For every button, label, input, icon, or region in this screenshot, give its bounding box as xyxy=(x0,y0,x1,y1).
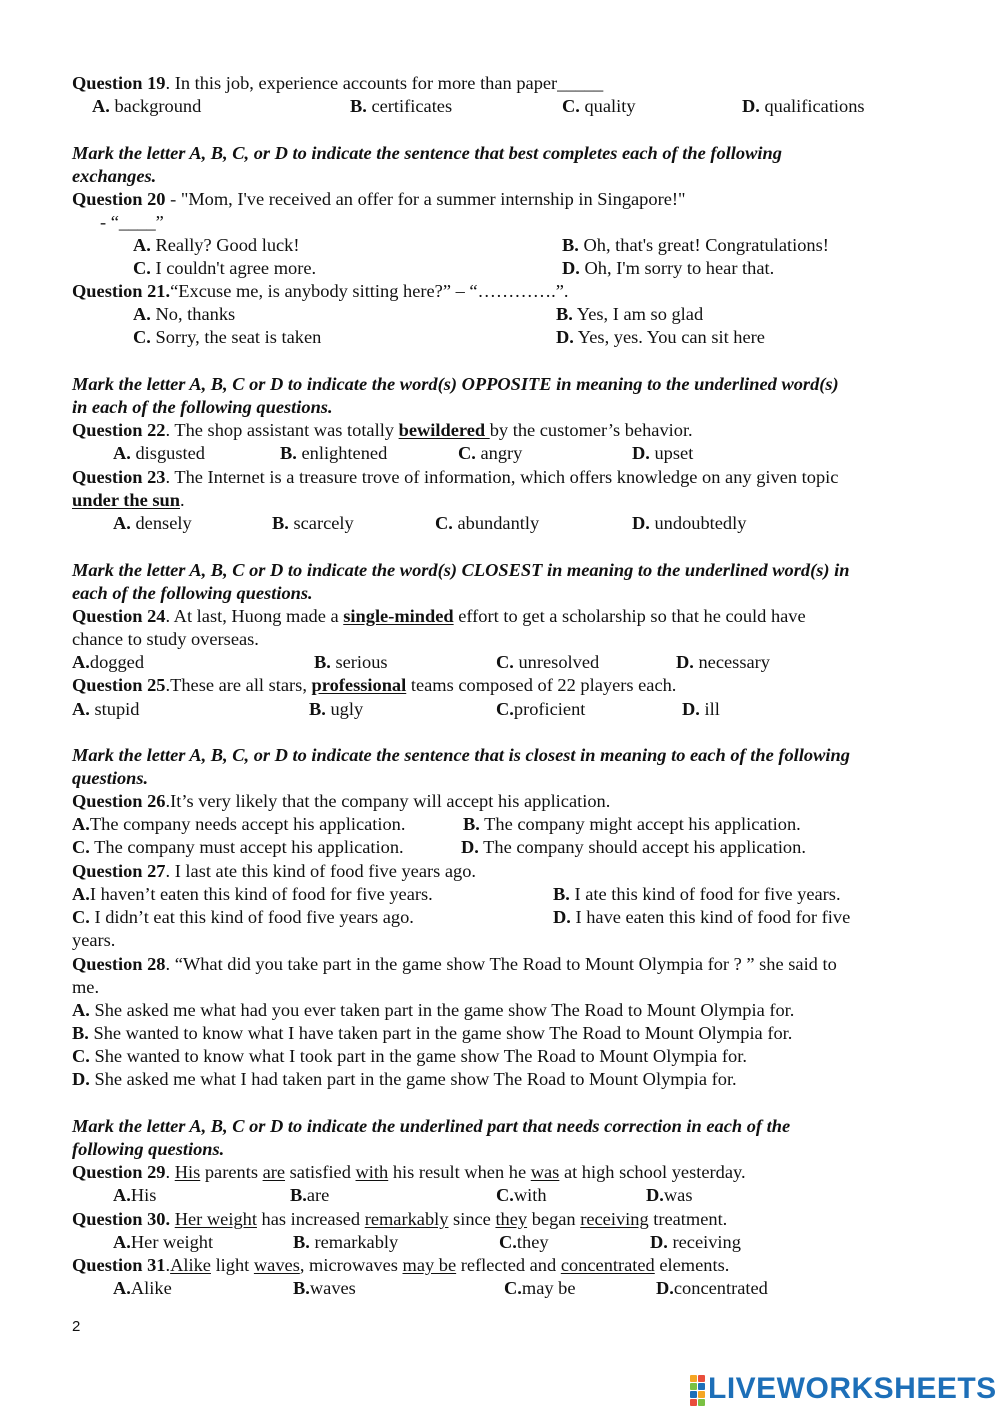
question-22-stem: Question 22. The shop assistant was totally bewildered by the customer’s behavior. xyxy=(72,420,693,440)
underlined-word: professional xyxy=(311,675,407,695)
question-23-stem: Question 23. The Internet is a treasure trove of information, which offers knowledge on any given topic xyxy=(72,467,839,487)
q26-option-a[interactable]: A.The company needs accept his application. xyxy=(72,814,406,834)
q20-option-b[interactable]: B. Oh, that's great! Congratulations! xyxy=(562,235,829,255)
underlined-part: waves xyxy=(253,1255,300,1275)
section-instruction-opposite: Mark the letter A, B, C or D to indicate the word(s) OPPOSITE in meaning to the underlined word(s) xyxy=(72,374,839,394)
q30-option-b[interactable]: B. remarkably xyxy=(293,1232,399,1252)
q28-option-d[interactable]: D. She asked me what I had taken part in the game show The Road to Mount Olympia for. xyxy=(72,1069,737,1089)
underlined-part: Her weight xyxy=(174,1209,257,1229)
q27-option-b[interactable]: B. I ate this kind of food for five years. xyxy=(553,884,841,904)
logo-text: LIVEWORKSHEETS xyxy=(708,1372,997,1405)
question-21-stem: Question 21.“Excuse me, is anybody sitting here?” – “………….”. xyxy=(72,281,569,301)
question-19-stem: Question 19. In this job, experience accounts for more than paper_____ xyxy=(72,73,604,93)
question-29-stem: Question 29. His parents are satisfied with his result when he was at high school yesterday. xyxy=(72,1162,746,1182)
q23-option-c[interactable]: C. abundantly xyxy=(435,513,540,533)
q20-option-d[interactable]: D. Oh, I'm sorry to hear that. xyxy=(562,258,775,278)
q20-option-c[interactable]: C. I couldn't agree more. xyxy=(133,258,317,278)
underlined-part: they xyxy=(495,1209,528,1229)
question-25-stem: Question 25.These are all stars, professional teams composed of 22 players each. xyxy=(72,675,677,695)
q27-option-d-cont: years. xyxy=(72,930,116,950)
q21-option-c[interactable]: C. Sorry, the seat is taken xyxy=(133,327,322,347)
q28-option-b[interactable]: B. She wanted to know what I have taken part in the game show The Road to Mount Olympia for. xyxy=(72,1023,793,1043)
q27-option-c[interactable]: C. I didn’t eat this kind of food five years ago. xyxy=(72,907,414,927)
q22-option-b[interactable]: B. enlightened xyxy=(280,443,388,463)
underlined-part: concentrated xyxy=(560,1255,655,1275)
underlined-word: under the sun xyxy=(72,490,180,510)
underlined-part: remarkably xyxy=(364,1209,449,1229)
q19-option-c[interactable]: C. quality xyxy=(562,96,636,116)
underlined-word: single-minded xyxy=(343,606,454,626)
q28-option-a[interactable]: A. She asked me what had you ever taken part in the game show The Road to Mount Olympia for. xyxy=(72,1000,795,1020)
q25-option-d[interactable]: D. ill xyxy=(682,699,720,719)
q22-option-a[interactable]: A. disgusted xyxy=(113,443,205,463)
q23-option-a[interactable]: A. densely xyxy=(113,513,192,533)
q26-option-b[interactable]: B. The company might accept his application. xyxy=(463,814,801,834)
liveworksheets-logo-icon xyxy=(690,1375,704,1403)
q26-option-d[interactable]: D. The company should accept his application. xyxy=(461,837,806,857)
q27-option-a[interactable]: A.I haven’t eaten this kind of food for five years. xyxy=(72,884,433,904)
section-instruction-sentence: Mark the letter A, B, C, or D to indicate the sentence that is closest in meaning to each of the following xyxy=(72,745,850,765)
q21-option-d[interactable]: D. Yes, yes. You can sit here xyxy=(556,327,765,347)
liveworksheets-logo[interactable] xyxy=(690,1374,997,1404)
question-28-stem: Question 28. “What did you take part in the game show The Road to Mount Olympia for ? ” she said to xyxy=(72,954,837,974)
question-27-stem: Question 27. I last ate this kind of food five years ago. xyxy=(72,861,477,881)
question-20-reply: - “____” xyxy=(100,212,164,232)
question-30-stem: Question 30. Her weight has increased remarkably since they began receiving treatment. xyxy=(72,1209,728,1229)
q24-option-a[interactable]: A.dogged xyxy=(72,652,145,672)
underlined-part: receiving xyxy=(580,1209,649,1229)
q22-option-c[interactable]: C. angry xyxy=(458,443,523,463)
underlined-word: bewildered xyxy=(398,420,490,440)
q25-option-b[interactable]: B. ugly xyxy=(309,699,364,719)
q23-option-d[interactable]: D. undoubtedly xyxy=(632,513,747,533)
q31-option-b[interactable]: B.waves xyxy=(293,1278,356,1298)
q26-option-c[interactable]: C. The company must accept his application. xyxy=(72,837,404,857)
section-instruction-sentence-cont: questions. xyxy=(72,768,149,788)
question-24-stem-cont: chance to study overseas. xyxy=(72,629,259,649)
section-instruction-closest-cont: each of the following questions. xyxy=(72,583,313,603)
q31-option-a[interactable]: A.Alike xyxy=(113,1278,172,1298)
q24-option-b[interactable]: B. serious xyxy=(314,652,388,672)
q30-option-a[interactable]: A.Her weight xyxy=(113,1232,214,1252)
underlined-part: was xyxy=(530,1162,560,1182)
underlined-part: with xyxy=(355,1162,389,1182)
q21-option-b[interactable]: B. Yes, I am so glad xyxy=(556,304,704,324)
question-31-stem: Question 31.Alike light waves, microwaves may be reflected and concentrated elements. xyxy=(72,1255,730,1275)
q29-option-b[interactable]: B.are xyxy=(290,1185,330,1205)
underlined-part: His xyxy=(174,1162,201,1182)
q20-option-a[interactable]: A. Really? Good luck! xyxy=(133,235,300,255)
q29-option-a[interactable]: A.His xyxy=(113,1185,157,1205)
q27-option-d[interactable]: D. I have eaten this kind of food for five xyxy=(553,907,851,927)
q31-option-c[interactable]: C.may be xyxy=(504,1278,576,1298)
q19-option-d[interactable]: D. qualifications xyxy=(742,96,865,116)
section-instruction-correction-cont: following questions. xyxy=(72,1139,225,1159)
page-number: 2 xyxy=(72,1318,81,1335)
section-instruction-exchanges: Mark the letter A, B, C, or D to indicate the sentence that best completes each of the following xyxy=(72,143,782,163)
q22-option-d[interactable]: D. upset xyxy=(632,443,694,463)
q30-option-d[interactable]: D. receiving xyxy=(650,1232,741,1252)
question-23-stem-cont: under the sun. xyxy=(72,490,185,510)
underlined-part: Alike xyxy=(170,1255,211,1275)
q21-option-a[interactable]: A. No, thanks xyxy=(133,304,236,324)
q19-option-b[interactable]: B. certificates xyxy=(350,96,453,116)
q25-option-a[interactable]: A. stupid xyxy=(72,699,140,719)
question-24-stem: Question 24. At last, Huong made a single-minded effort to get a scholarship so that he could have xyxy=(72,606,806,626)
q29-option-d[interactable]: D.was xyxy=(646,1185,693,1205)
question-28-stem-cont: me. xyxy=(72,977,100,997)
q24-option-d[interactable]: D. necessary xyxy=(676,652,770,672)
section-instruction-opposite-cont: in each of the following questions. xyxy=(72,397,333,417)
q19-option-a[interactable]: A. background xyxy=(92,96,202,116)
question-20-stem: Question 20 - "Mom, I've received an offer for a summer internship in Singapore!" xyxy=(72,189,686,209)
q23-option-b[interactable]: B. scarcely xyxy=(272,513,354,533)
q24-option-c[interactable]: C. unresolved xyxy=(496,652,600,672)
q25-option-c[interactable]: C.proficient xyxy=(496,699,586,719)
q29-option-c[interactable]: C.with xyxy=(496,1185,547,1205)
section-instruction-exchanges-cont: exchanges. xyxy=(72,166,157,186)
section-instruction-closest: Mark the letter A, B, C or D to indicate the word(s) CLOSEST in meaning to the underlined word(s) in xyxy=(72,560,850,580)
question-26-stem: Question 26.It’s very likely that the company will accept his application. xyxy=(72,791,611,811)
q31-option-d[interactable]: D.concentrated xyxy=(656,1278,768,1298)
underlined-part: may be xyxy=(402,1255,457,1275)
underlined-part: are xyxy=(262,1162,286,1182)
q30-option-c[interactable]: C.they xyxy=(499,1232,549,1252)
q28-option-c[interactable]: C. She wanted to know what I took part in the game show The Road to Mount Olympia for. xyxy=(72,1046,747,1066)
section-instruction-correction: Mark the letter A, B, C or D to indicate the underlined part that needs correction in each of the xyxy=(72,1116,791,1136)
